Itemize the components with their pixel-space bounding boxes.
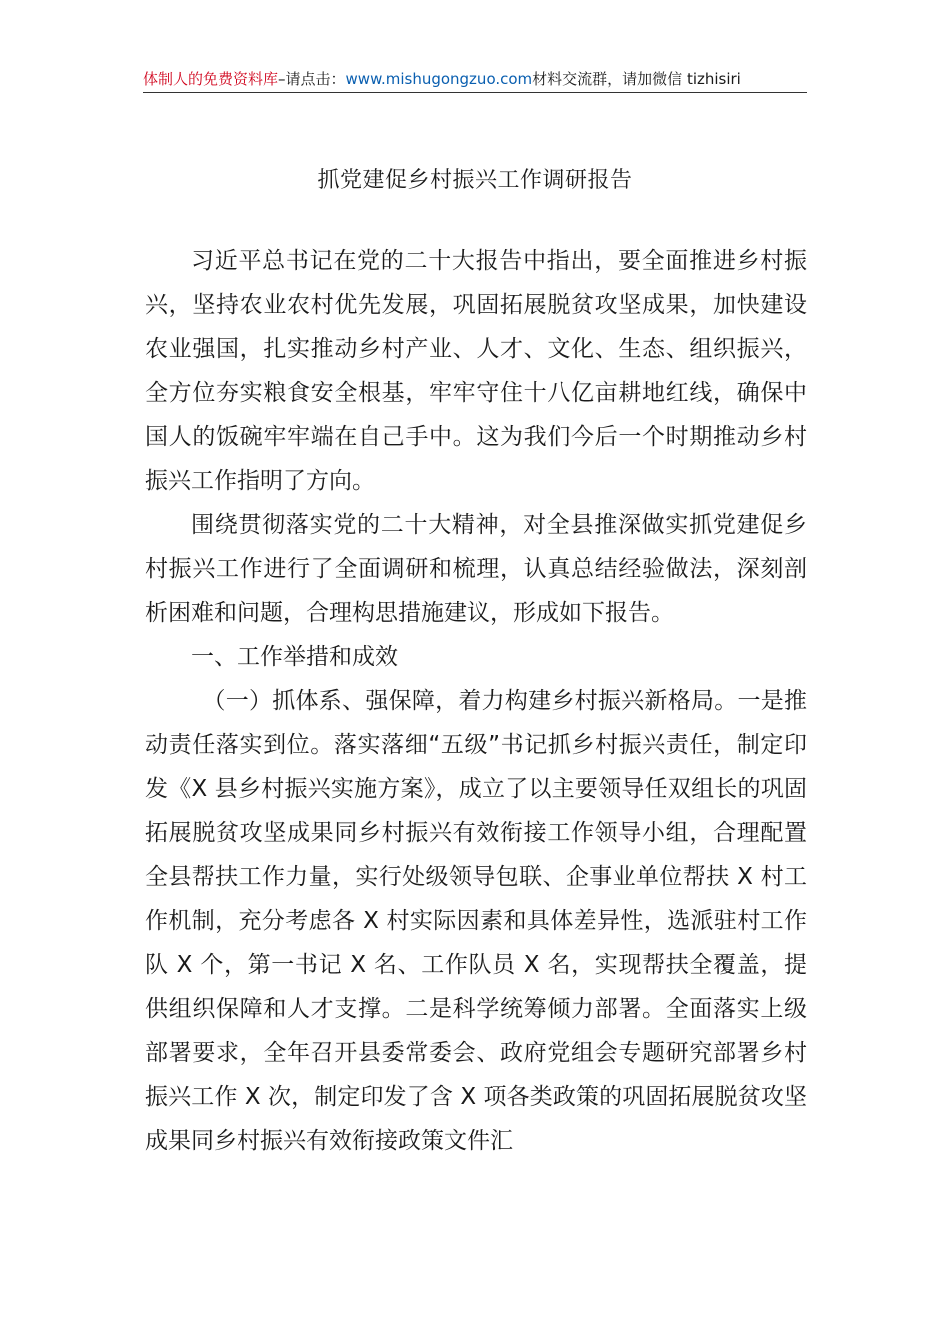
body-paragraph-2: 围绕贯彻落实党的二十大精神，对全县推深做实抓党建促乡村振兴工作进行了全面调研和梳理，认真总结经验做法，深刻剖析困难和问题，合理构思措施建议，形成如下报告。 <box>145 512 807 626</box>
subsection-paragraph: （一）抓体系、强保障，着力构建乡村振兴新格局。一是推动责任落实到位。落实落细“五级”书记抓乡村振兴责任，制定印发《X 县乡村振兴实施方案》，成立了以主要领导任双组长的巩固拓展脱贫攻坚成果同乡村振兴有效衔接工作领导小组，合理配置全县帮扶工作力量，实行处级领导包联、企事业单位帮扶 X 村工作机制，充分考虑各 X 村实际因素和具体差异性，选派驻村工作队 X 个，第一书记 X 名、工作队员 X 名，实现帮扶全覆盖，提供组织保障和人才支撑。二是科学统筹倾力部署。全面落实上级部署要求，全年召开县委常委会、政府党组会专题研究部署乡村振兴工作 X 次，制定印发了含 X 项各类政策的巩固拓展脱贫攻坚成果同乡村振兴有效衔接政策文件汇 <box>145 688 807 1154</box>
section-heading: 一、工作举措和成效 <box>191 644 398 670</box>
header-brand: 体制人的免费资料库 <box>143 70 279 88</box>
header-url-link[interactable]: www.mishugongzuo.com <box>345 70 533 88</box>
page-header <box>143 66 807 93</box>
header-prompt: –请点击： <box>278 70 346 88</box>
body-paragraph-1: 习近平总书记在党的二十大报告中指出，要全面推进乡村振兴，坚持农业农村优先发展，巩固拓展脱贫攻坚成果，加快建设农业强国，扎实推动乡村产业、人才、文化、生态、组织振兴，全方位夯实粮食安全根基，牢牢守住十八亿亩耕地红线，确保中国人的饭碗牢牢端在自己手中。这为我们今后一个时期推动乡村振兴工作指明了方向。 <box>145 248 807 494</box>
header-contact: 材料交流群，请加微信 tizhisiri <box>532 70 741 88</box>
document-title: 抓党建促乡村振兴工作调研报告 <box>317 168 633 193</box>
document-body <box>145 239 807 1163</box>
